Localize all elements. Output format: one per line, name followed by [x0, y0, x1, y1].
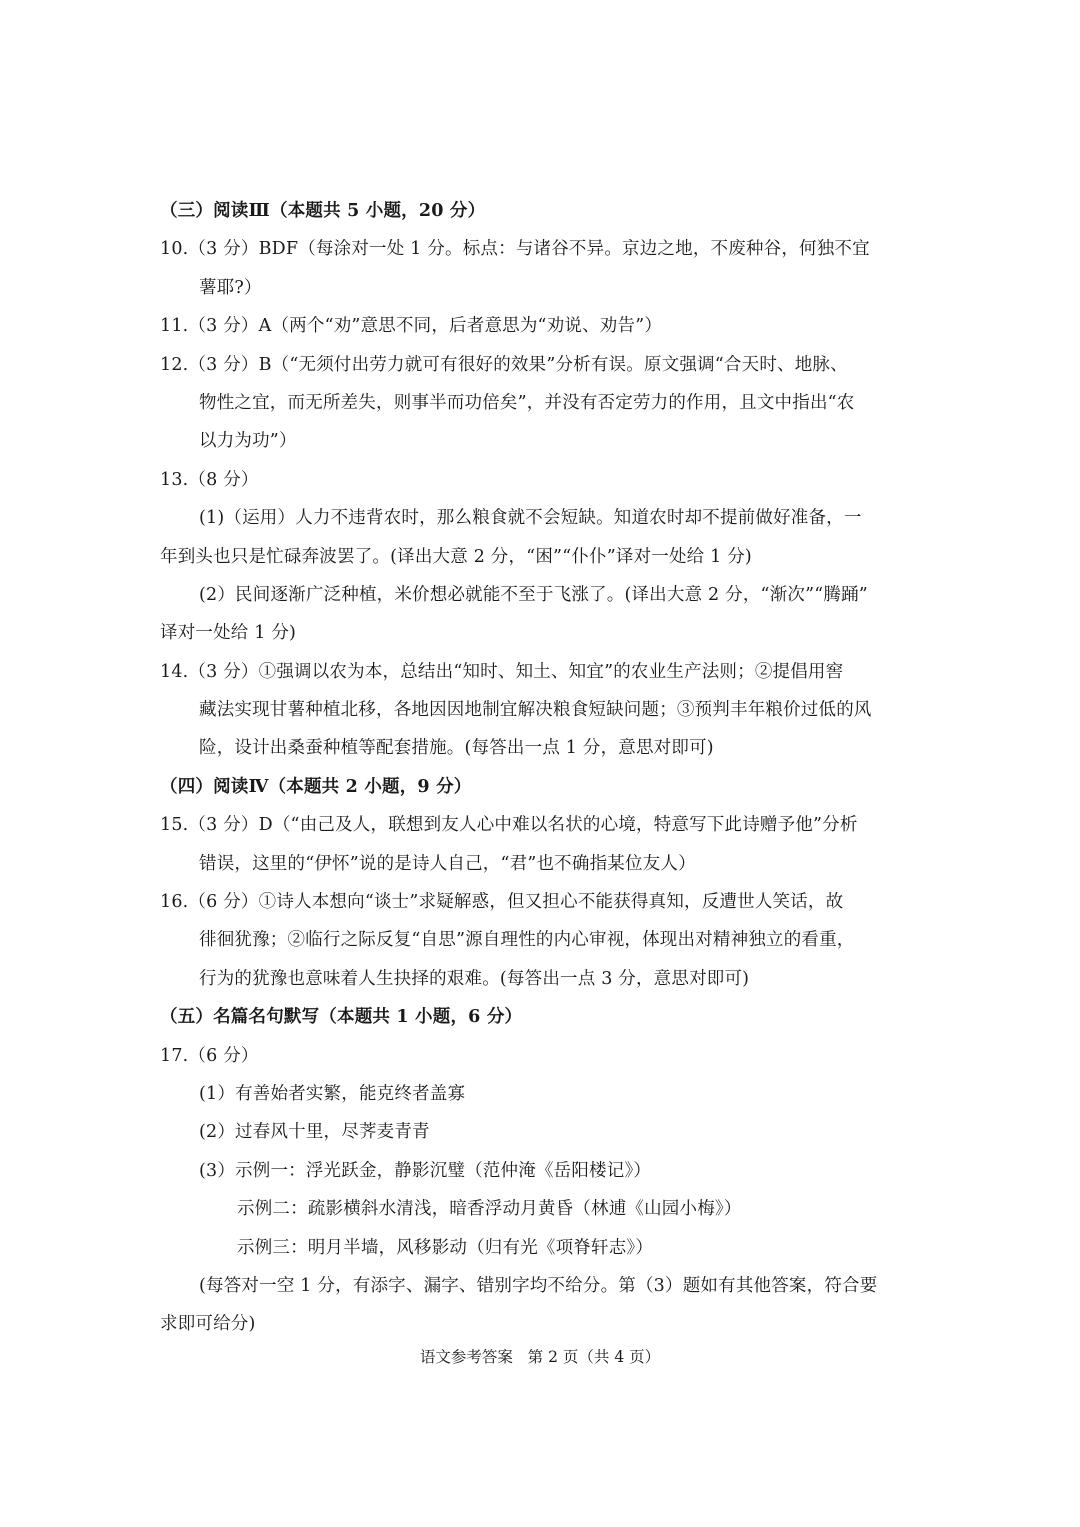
answer-16-line-3: 行为的犹豫也意味着人生抉择的艰难。(每答出一点 3 分，意思对即可) [199, 968, 750, 989]
answer-16-line-2: 徘徊犹豫；②临行之际反复“自思”源自理性的内心审视，体现出对精神独立的看重， [199, 930, 855, 951]
footer-title: 语文参考答案 [419, 1348, 513, 1366]
answer-17-note-line-1: (每答对一空 1 分，有添字、漏字、错别字均不给分。第（3）题如有其他答案，符合要 [199, 1275, 878, 1296]
section-heading-reading-4: （四）阅读Ⅳ（本题共 2 小题，9 分） [160, 776, 472, 797]
section-heading-dictation: （五）名篇名句默写（本题共 1 小题，6 分） [160, 1007, 523, 1028]
answer-13: 13.（8 分） [160, 469, 259, 490]
answer-17: 17.（6 分） [160, 1045, 259, 1066]
answer-14-line-3: 险，设计出桑蚕种植等配套措施。(每答出一点 1 分，意思对即可) [199, 738, 714, 759]
answer-content [160, 192, 922, 1344]
answer-17-note-line-2: 求即可给分) [160, 1314, 256, 1335]
answer-12-line-3: 以力为功”） [199, 431, 297, 452]
answer-12-line-1: 12.（3 分）B（“无须付出劳力就可有很好的效果”分析有误。原文强调“合天时、地脉、 [160, 354, 848, 375]
answer-17-1: (1）有善始者实繁，能克终者盖寡 [199, 1083, 466, 1104]
answer-17-3-example-3: 示例三：明月半墙，风移影动（归有光《项脊轩志》） [237, 1237, 654, 1258]
answer-17-2: (2）过春风十里，尽荠麦青青 [199, 1122, 430, 1143]
answer-10-line-1: 10.（3 分）BDF（每涂对一处 1 分。标点：与诸谷不异。京边之地，不废种谷，何独不宜 [160, 239, 870, 260]
answer-13-1-line-2: 年到头也只是忙碌奔波罢了。(译出大意 2 分，“困”“仆仆”译对一处给 1 分) [160, 546, 752, 567]
answer-16-line-1: 16.（6 分）①诗人本想向“谈士”求疑解惑，但又担心不能获得真知，反遭世人笑话，故 [160, 892, 844, 913]
answer-10-line-2: 薯耶?） [199, 277, 262, 298]
section-heading-reading-3: （三）阅读Ⅲ（本题共 5 小题，20 分） [160, 201, 486, 221]
answer-15-line-1: 15.（3 分）D（“由己及人，联想到友人心中难以名状的心境，特意写下此诗赠予他”分析 [160, 815, 858, 836]
page-footer [0, 1345, 1080, 1369]
answer-14-line-2: 藏法实现甘薯种植北移，各地因因地制宜解决粮食短缺问题；③预判丰年粮价过低的风 [199, 700, 872, 721]
answer-12-line-2: 物性之宜，而无所差失，则事半而功倍矣”，并没有否定劳力的作用，且文中指出“农 [199, 392, 855, 413]
answer-14-line-1: 14.（3 分）①强调以农为本，总结出“知时、知土、知宜”的农业生产法则；②提倡用窖 [160, 661, 844, 682]
answer-11: 11.（3 分）A（两个“劝”意思不同，后者意思为“劝说、劝告”） [160, 316, 663, 337]
answer-17-3-example-2: 示例二：疏影横斜水清浅，暗香浮动月黄昏（林逋《山园小梅》） [237, 1199, 742, 1220]
answer-13-1-line-1: (1)（运用）人力不违背农时，那么粮食就不会短缺。知道农时却不提前做好准备，一 [199, 508, 862, 529]
answer-13-2-line-2: 译对一处给 1 分) [160, 623, 297, 644]
footer-page-number: 第 2 页（共 4 页） [527, 1348, 661, 1366]
answer-17-3-example-1: (3）示例一：浮光跃金，静影沉璧（范仲淹《岳阳楼记》） [199, 1160, 652, 1181]
answer-15-line-2: 错误，这里的“伊怀”说的是诗人自己，“君”也不确指某位友人） [199, 853, 696, 874]
answer-13-2-line-1: (2）民间逐渐广泛种植，米价想必就能不至于飞涨了。(译出大意 2 分，“渐次”“腾踊” [199, 584, 868, 605]
